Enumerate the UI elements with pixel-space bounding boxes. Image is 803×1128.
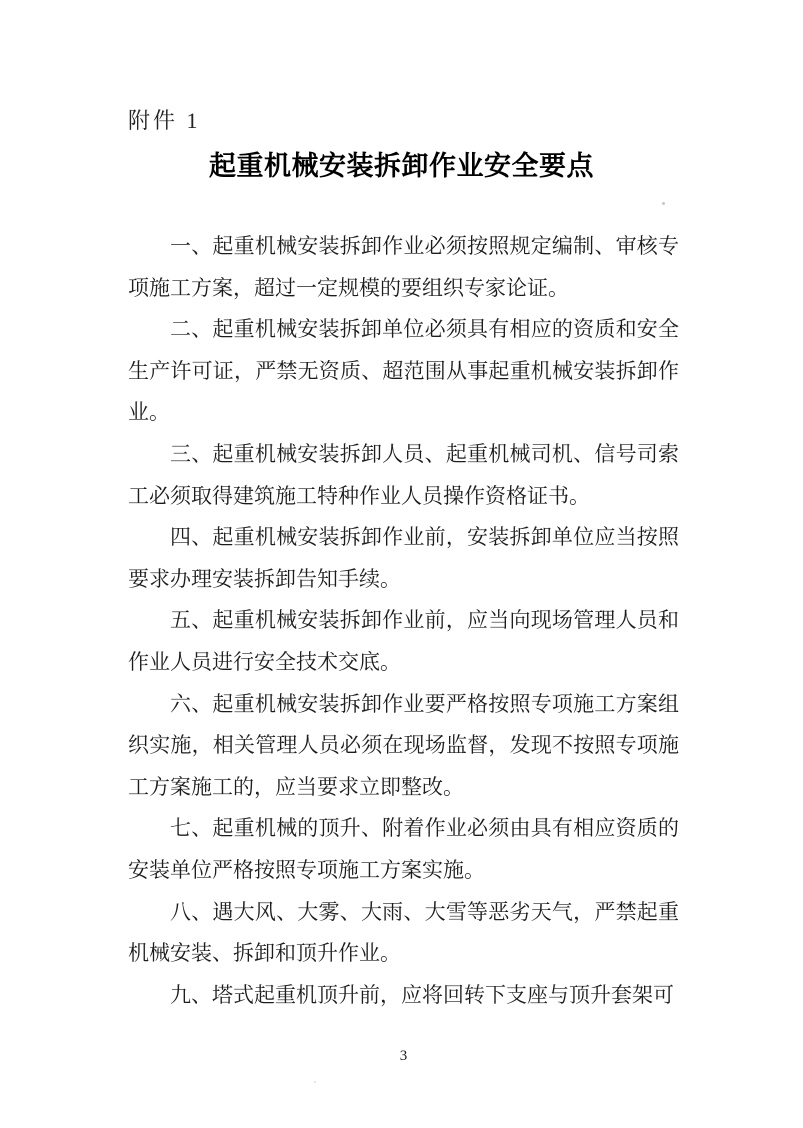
paragraph-8: 八、遇大风、大雾、大雨、大雪等恶劣天气，严禁起重机械安装、拆卸和顶升作业。 [128,899,679,966]
scan-artifact-speck [314,1081,316,1083]
paragraph-3: 三、起重机械安装拆卸人员、起重机械司机、信号司索工必须取得建筑施工特种作业人员操作资格证书。 [128,441,679,508]
paragraph-1: 一、起重机械安装拆卸作业必须按照规定编制、审核专项施工方案，超过一定规模的要组织专家论证。 [128,234,679,300]
paragraph-5: 五、起重机械安装拆卸作业前，应当向现场管理人员和作业人员进行安全技术交底。 [128,608,679,674]
document-body [128,226,679,1016]
paragraph-7: 七、起重机械的顶升、附着作业必须由具有相应资质的安装单位严格按照专项施工方案实施。 [128,816,679,882]
paragraph-9: 九、塔式起重机顶升前，应将回转下支座与顶升套架可 [170,982,674,1007]
paragraph-2: 二、起重机械安装拆卸单位必须具有相应的资质和安全生产许可证，严禁无资质、超范围从事起重机械安装拆卸作业。 [128,317,679,425]
document-title: 起重机械安装拆卸作业安全要点 [209,151,594,181]
paragraph-4: 四、起重机械安装拆卸作业前，安装拆卸单位应当按照要求办理安装拆卸告知手续。 [128,525,679,591]
attachment-label: 附件 1 [128,108,201,133]
page-number: 3 [399,1048,408,1064]
paragraph-6: 六、起重机械安装拆卸作业要严格按照专项施工方案组织实施，相关管理人员必须在现场监督，发现不按照专项施工方案施工的，应当要求立即整改。 [128,691,679,799]
scan-artifact-speck [662,202,665,205]
